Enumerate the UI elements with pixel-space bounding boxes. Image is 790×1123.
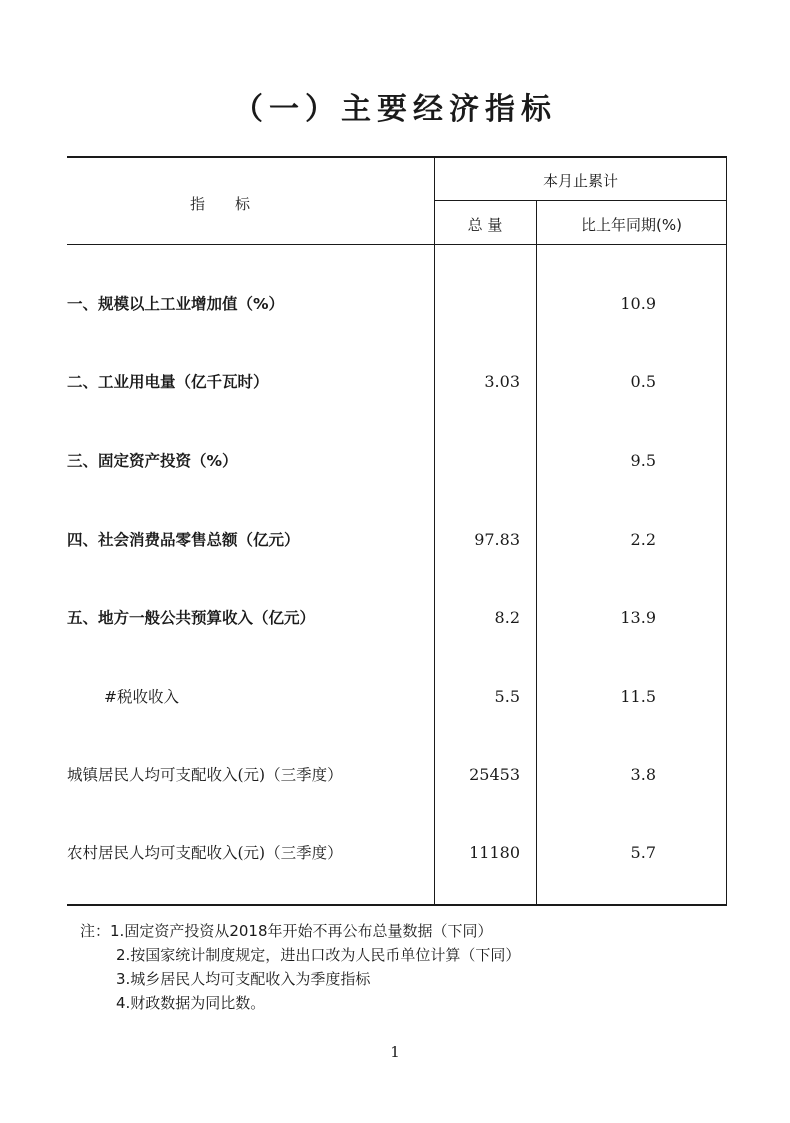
column-divider-1 [434,156,435,906]
header-total: 总 量 [467,216,503,234]
row-yoy-electricity: 0.5 [630,372,656,391]
row-label-tax-revenue: #税收收入 [104,688,179,706]
header-yoy: 比上年同期(%) [581,216,682,234]
row-label-fixed-investment: 三、固定资产投资（%） [67,452,238,470]
footnotes [80,919,520,1015]
row-label-budget-revenue: 五、地方一般公共预算收入（亿元） [67,609,316,627]
footnote-prefix: 注： [80,922,111,940]
page-number: 1 [390,1043,400,1061]
row-yoy-tax-revenue: 11.5 [620,687,656,706]
footnote-item: 3.城乡居民人均可支配收入为季度指标 [116,970,371,988]
row-yoy-retail-sales: 2.2 [630,530,656,549]
row-yoy-industrial-value: 10.9 [620,294,656,313]
row-total-tax-revenue: 5.5 [494,687,520,706]
table-bottom-rule [67,904,727,906]
header-cumulative: 本月止累计 [542,172,618,190]
header-sub-rule [434,200,727,201]
header-bottom-rule [67,244,727,245]
row-total-budget-revenue: 8.2 [494,608,520,627]
table-right-border [726,156,727,906]
footnote-item: 2.按国家统计制度规定，进出口改为人民币单位计算（下同） [116,946,521,964]
page-title: （一）主要经济指标 [233,92,557,127]
table-top-rule [67,156,727,158]
row-total-electricity: 3.03 [484,372,520,391]
row-yoy-urban-income: 3.8 [630,765,656,784]
footnote-item: 1.固定资产投资从2018年开始不再公布总量数据（下同） [110,922,493,940]
row-label-rural-income: 农村居民人均可支配收入(元)（三季度） [67,844,343,862]
footnote-item: 4.财政数据为同比数。 [116,994,266,1012]
header-indicator: 指 标 [190,195,251,213]
row-yoy-fixed-investment: 9.5 [630,451,656,470]
row-label-electricity: 二、工业用电量（亿千瓦时） [67,373,269,391]
row-total-rural-income: 11180 [469,843,520,862]
row-label-industrial-value: 一、规模以上工业增加值（%） [67,295,285,313]
row-label-retail-sales: 四、社会消费品零售总额（亿元） [67,531,300,549]
row-label-urban-income: 城镇居民人均可支配收入(元)（三季度） [67,766,343,784]
row-total-urban-income: 25453 [469,765,520,784]
column-divider-2 [536,200,537,906]
row-yoy-budget-revenue: 13.9 [620,608,656,627]
row-total-retail-sales: 97.83 [474,530,520,549]
row-yoy-rural-income: 5.7 [630,843,656,862]
